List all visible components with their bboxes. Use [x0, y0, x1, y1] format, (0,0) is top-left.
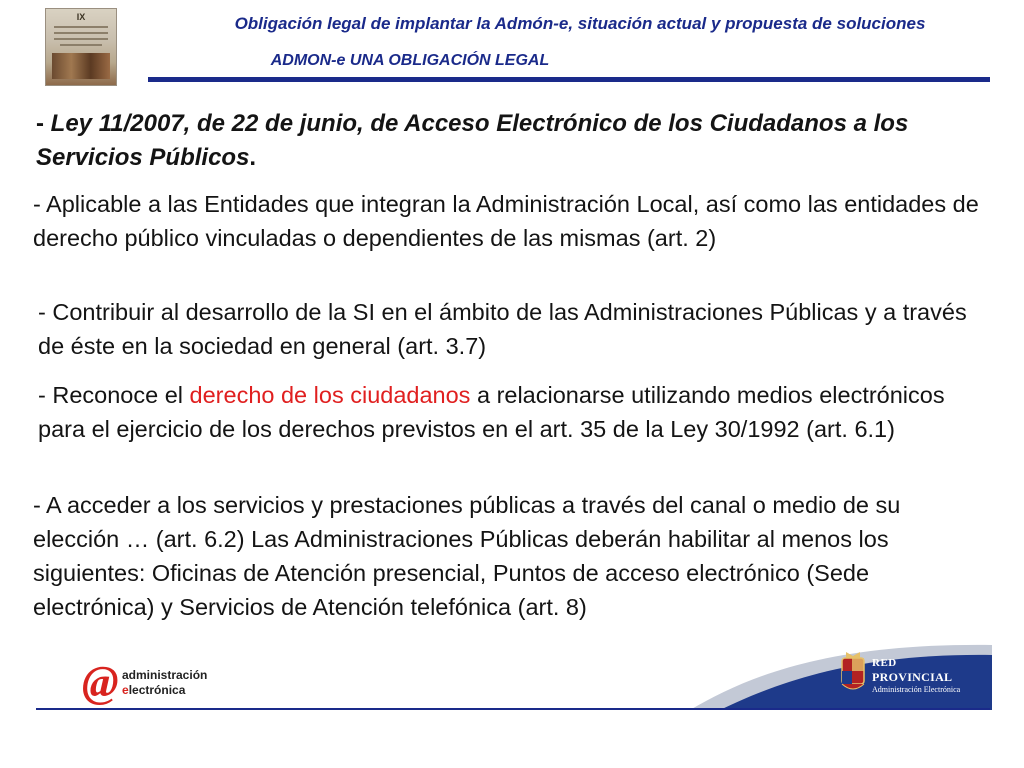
administracion-electronica-logo [82, 657, 232, 708]
thumbnail-line [54, 26, 108, 28]
rights-text-before: - Reconoce el [38, 382, 190, 408]
page-subtitle: ADMON-e UNA OBLIGACIÓN LEGAL [270, 52, 550, 69]
page-title: Obligación legal de implantar la Admón-e, situación actual y propuesta de soluciones [234, 14, 926, 33]
thumbnail-photo [52, 53, 110, 79]
logo-text-line1: administración [122, 668, 208, 682]
conference-thumbnail [45, 8, 117, 86]
red-provincial-line1: RED [872, 657, 897, 669]
header-divider [148, 77, 990, 82]
bullet-contribute: - Contribuir al desarrollo de la SI en el ámbito de las Administraciones Públicas y a través de éste en la sociedad en general (art. 3.7) [38, 299, 967, 359]
thumbnail-line [54, 38, 108, 40]
law-dash: - [36, 110, 44, 137]
logo-text-line2 [122, 683, 185, 697]
bullet-citizen-rights [38, 378, 998, 446]
logo-e-letter: e [122, 683, 129, 697]
law-heading [36, 107, 1011, 175]
thumbnail-label: IX [76, 12, 86, 22]
coat-of-arms-icon [838, 650, 868, 694]
footer-divider [36, 708, 990, 710]
law-title: Ley 11/2007, de 22 de junio, de Acceso Electrónico de los Ciudadanos a los Servicios Públicos [36, 110, 909, 171]
logo-e-rest: lectrónica [128, 683, 186, 697]
red-provincial-line2: PROVINCIAL [872, 670, 953, 684]
thumbnail-line [60, 44, 102, 46]
rights-text-after: a relacionarse utilizando medios electrónicos para el ejercicio de los derechos previstos en el art. 35 de la Ley 30/1992 (art. 6.1) [38, 382, 945, 442]
red-provincial-line3: Administración Electrónica [872, 685, 961, 694]
bullet-access-channels: - A acceder a los servicios y prestaciones públicas a través del canal o medio de su elección … (art. 6.2) Las Administraciones Públicas deberán habilitar al menos los siguientes: Oficinas de Atención presencial, Puntos de acceso electrónico (Sede electrónica) y Servicios de Atención telefónica (art. 8) [33, 492, 901, 620]
thumbnail-line [54, 32, 108, 34]
bullet-scope: - Aplicable a las Entidades que integran la Administración Local, así como las entidades de derecho público vinculadas o dependientes de las mismas (art. 2) [33, 191, 979, 251]
law-period: . [249, 144, 257, 171]
rights-highlight: derecho de los ciudadanos [189, 382, 471, 408]
at-sign-icon: @ [82, 657, 119, 706]
